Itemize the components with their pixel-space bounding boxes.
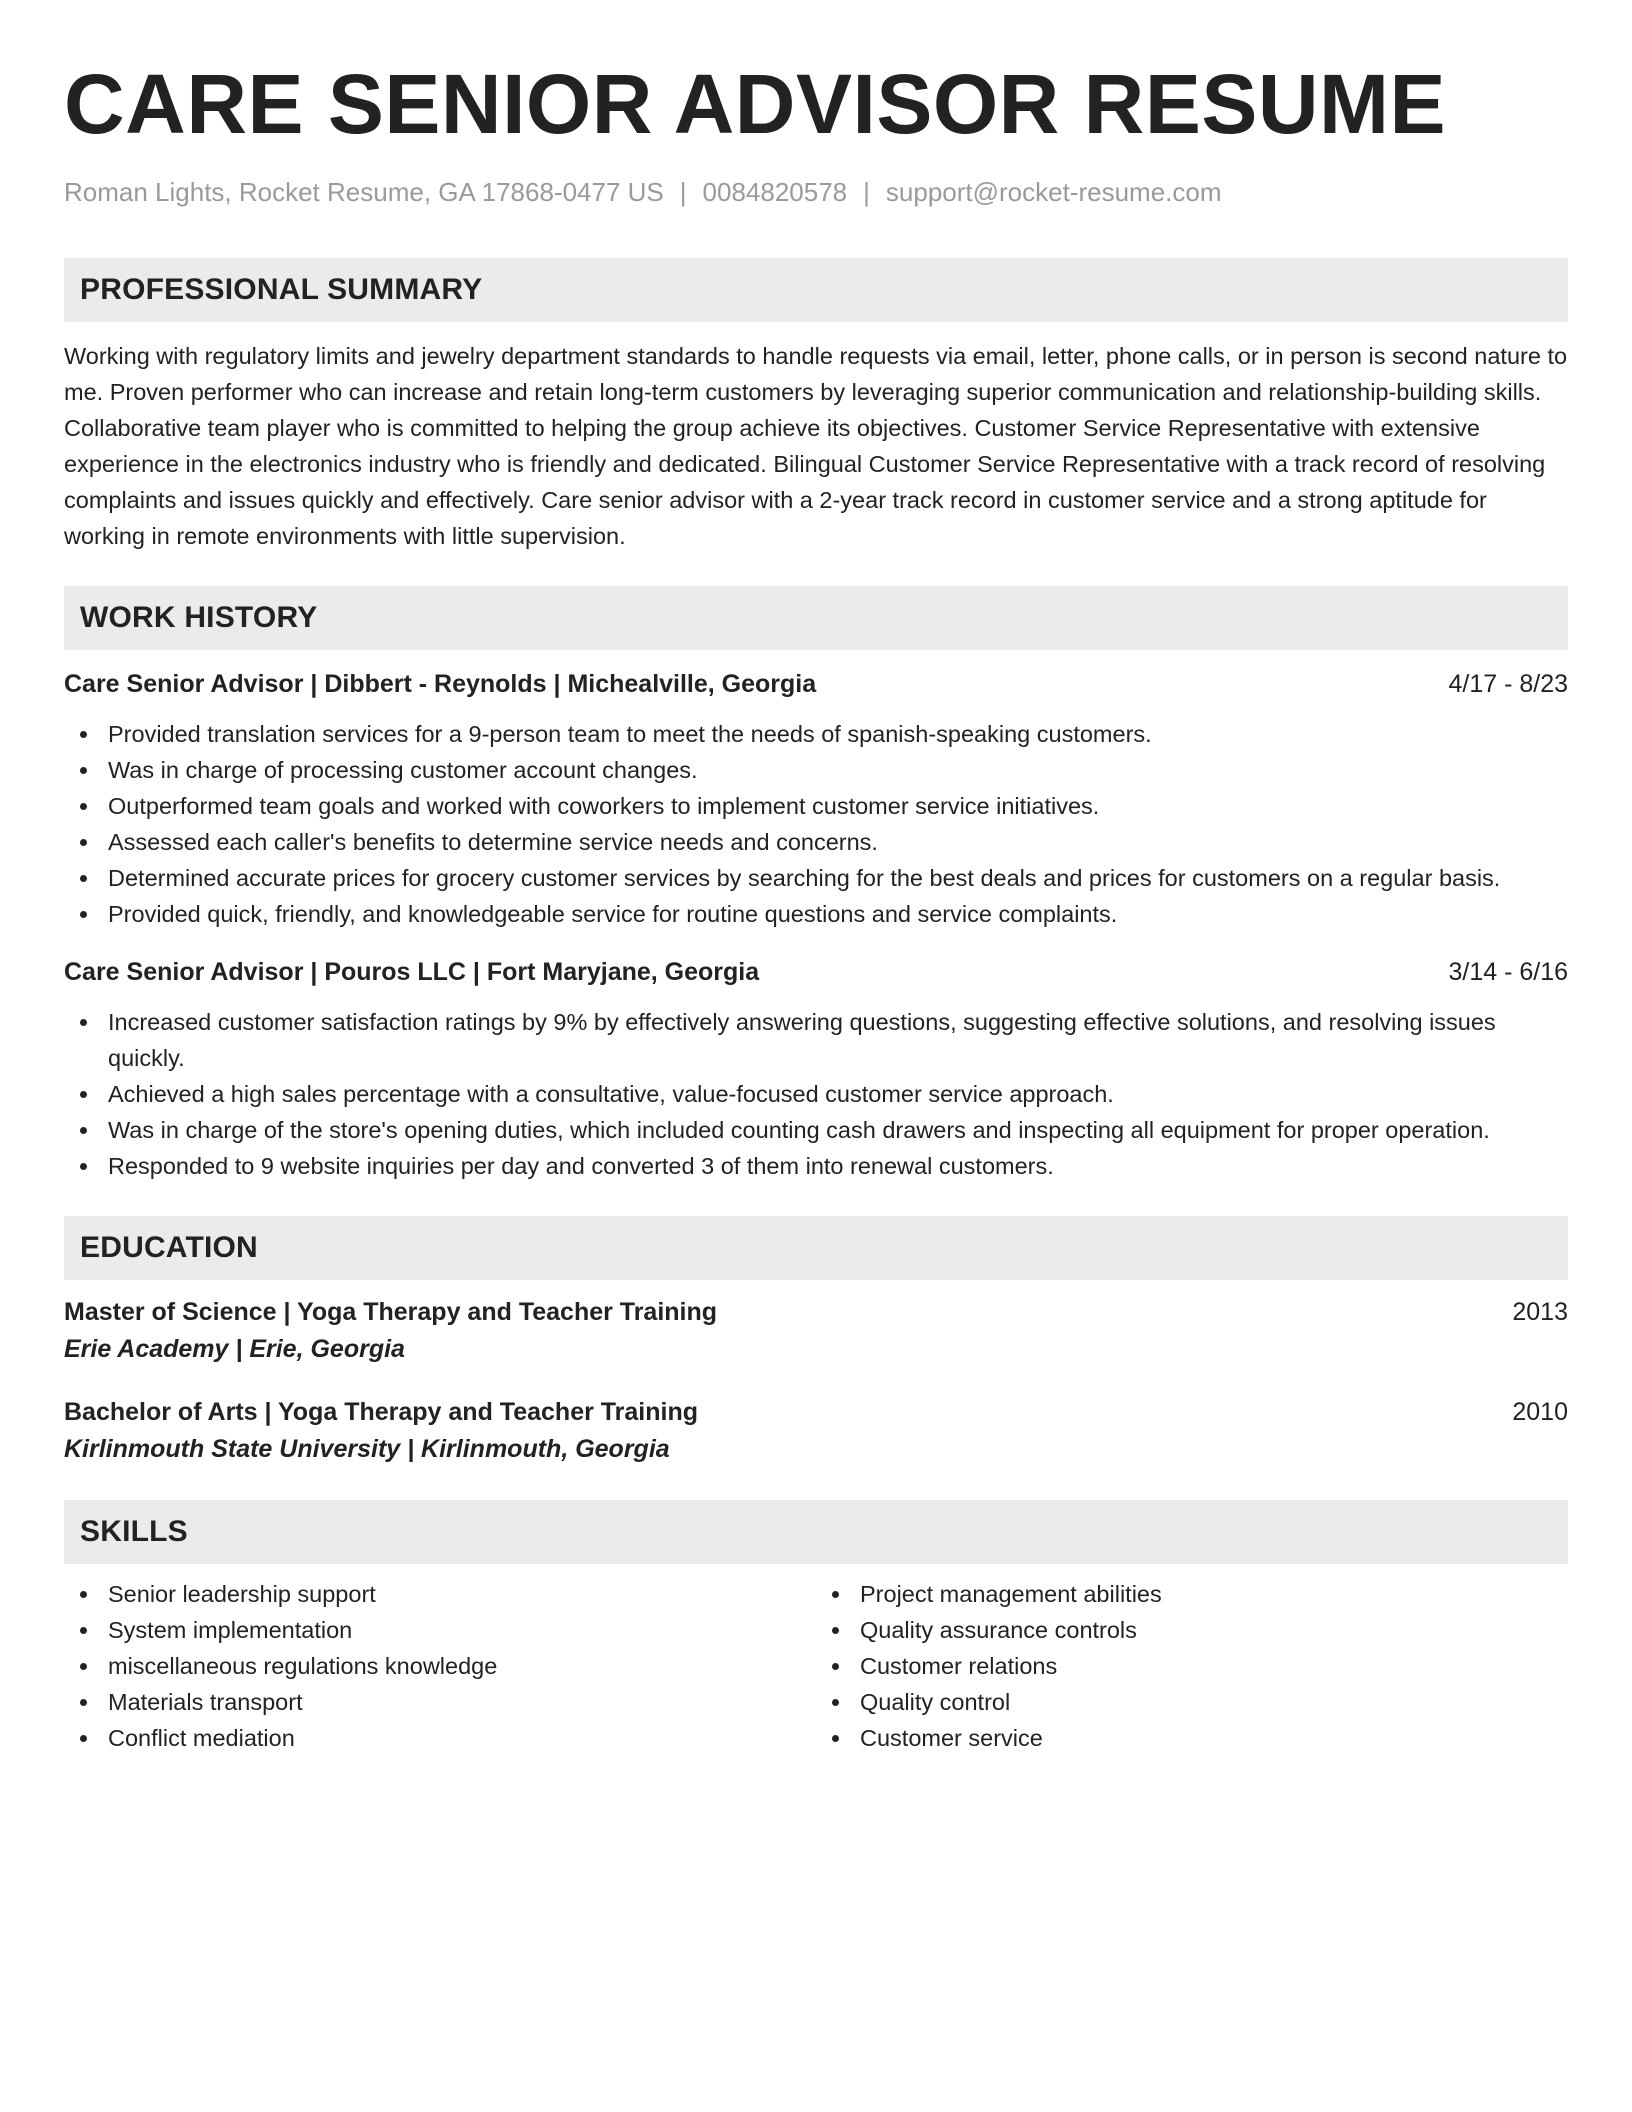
skill-item: Quality assurance controls bbox=[816, 1612, 1568, 1648]
job-title: Care Senior Advisor | Pouros LLC | Fort Maryjane, Georgia bbox=[64, 958, 760, 986]
skill-item: Customer relations bbox=[816, 1648, 1568, 1684]
contact-phone: 0084820578 bbox=[702, 177, 848, 207]
job-bullet: Was in charge of processing customer account changes. bbox=[64, 752, 1568, 788]
summary-text: Working with regulatory limits and jewelry department standards to handle requests via email, letter, phone calls, or in person is second nature to me. Proven performer who can increase and retain long-term customers by leveraging superior communication and relationship-building skills. Collaborative team player who is committed to helping the group achieve its objectives. Customer Service Representative with extensive experience in the electronics industry who is friendly and dedicated. Bilingual Customer Service Representative with a track record of resolving complaints and issues quickly and effectively. Care senior advisor with a 2-year track record in customer service and a strong aptitude for working in remote environments with little supervision. bbox=[64, 343, 1568, 549]
skill-item: Senior leadership support bbox=[64, 1576, 816, 1612]
job-dates: 3/14 - 6/16 bbox=[1448, 958, 1568, 986]
education-year: 2010 bbox=[1512, 1398, 1568, 1426]
job-bullet: Responded to 9 website inquiries per day and converted 3 of them into renewal customers. bbox=[64, 1148, 1568, 1184]
contact-line bbox=[64, 176, 1568, 208]
education-header bbox=[64, 1294, 1568, 1330]
job-title: Care Senior Advisor | Dibbert - Reynolds | Michealville, Georgia bbox=[64, 670, 817, 698]
skills-heading: SKILLS bbox=[80, 1515, 188, 1548]
education-school: Kirlinmouth State University | Kirlinmouth, Georgia bbox=[64, 1435, 670, 1463]
job-bullet: Achieved a high sales percentage with a consultative, value-focused customer service approach. bbox=[64, 1076, 1568, 1112]
job-bullets bbox=[64, 716, 1568, 932]
skill-item: Conflict mediation bbox=[64, 1720, 816, 1756]
summary-heading: PROFESSIONAL SUMMARY bbox=[80, 273, 483, 306]
summary-section-header bbox=[64, 258, 1568, 322]
job-entry bbox=[64, 954, 1568, 1184]
education-degree: Bachelor of Arts | Yoga Therapy and Teacher Training bbox=[64, 1398, 698, 1426]
job-bullet: Assessed each caller's benefits to determine service needs and concerns. bbox=[64, 824, 1568, 860]
skill-item: System implementation bbox=[64, 1612, 816, 1648]
work-section-header bbox=[64, 586, 1568, 650]
skill-item: Customer service bbox=[816, 1720, 1568, 1756]
job-entry bbox=[64, 666, 1568, 932]
skills-list-left bbox=[64, 1576, 816, 1756]
resume-title: CARE SENIOR ADVISOR RESUME bbox=[64, 57, 1447, 151]
education-entry bbox=[64, 1294, 1568, 1368]
skill-item: miscellaneous regulations knowledge bbox=[64, 1648, 816, 1684]
job-bullet: Was in charge of the store's opening duties, which included counting cash drawers and inspecting all equipment for proper operation. bbox=[64, 1112, 1568, 1148]
job-bullets bbox=[64, 1004, 1568, 1184]
skills-columns bbox=[64, 1576, 1568, 1756]
education-entry bbox=[64, 1394, 1568, 1468]
education-section-header bbox=[64, 1216, 1568, 1280]
job-bullet: Provided translation services for a 9-person team to meet the needs of spanish-speaking customers. bbox=[64, 716, 1568, 752]
education-header bbox=[64, 1394, 1568, 1430]
skill-item: Materials transport bbox=[64, 1684, 816, 1720]
job-bullet: Determined accurate prices for grocery customer services by searching for the best deals and prices for customers on a regular basis. bbox=[64, 860, 1568, 896]
job-bullet: Increased customer satisfaction ratings by 9% by effectively answering questions, suggesting effective solutions, and resolving issues quickly. bbox=[64, 1004, 1568, 1076]
education-year: 2013 bbox=[1512, 1298, 1568, 1326]
skills-section-header bbox=[64, 1500, 1568, 1564]
job-bullet: Provided quick, friendly, and knowledgeable service for routine questions and service complaints. bbox=[64, 896, 1568, 932]
education-degree: Master of Science | Yoga Therapy and Teacher Training bbox=[64, 1298, 718, 1326]
skill-item: Quality control bbox=[816, 1684, 1568, 1720]
skill-item: Project management abilities bbox=[816, 1576, 1568, 1612]
work-heading: WORK HISTORY bbox=[80, 601, 318, 634]
education-heading: EDUCATION bbox=[80, 1231, 258, 1264]
education-school: Erie Academy | Erie, Georgia bbox=[64, 1335, 405, 1363]
contact-separator: | bbox=[863, 177, 870, 207]
contact-address: Roman Lights, Rocket Resume, GA 17868-0477 US bbox=[64, 177, 664, 207]
contact-separator: | bbox=[679, 177, 687, 207]
job-bullet: Outperformed team goals and worked with coworkers to implement customer service initiatives. bbox=[64, 788, 1568, 824]
skills-list-right bbox=[816, 1576, 1568, 1756]
job-dates: 4/17 - 8/23 bbox=[1448, 670, 1568, 698]
job-header bbox=[64, 954, 1568, 990]
contact-email: support@rocket-resume.com bbox=[885, 177, 1222, 207]
job-header bbox=[64, 666, 1568, 702]
